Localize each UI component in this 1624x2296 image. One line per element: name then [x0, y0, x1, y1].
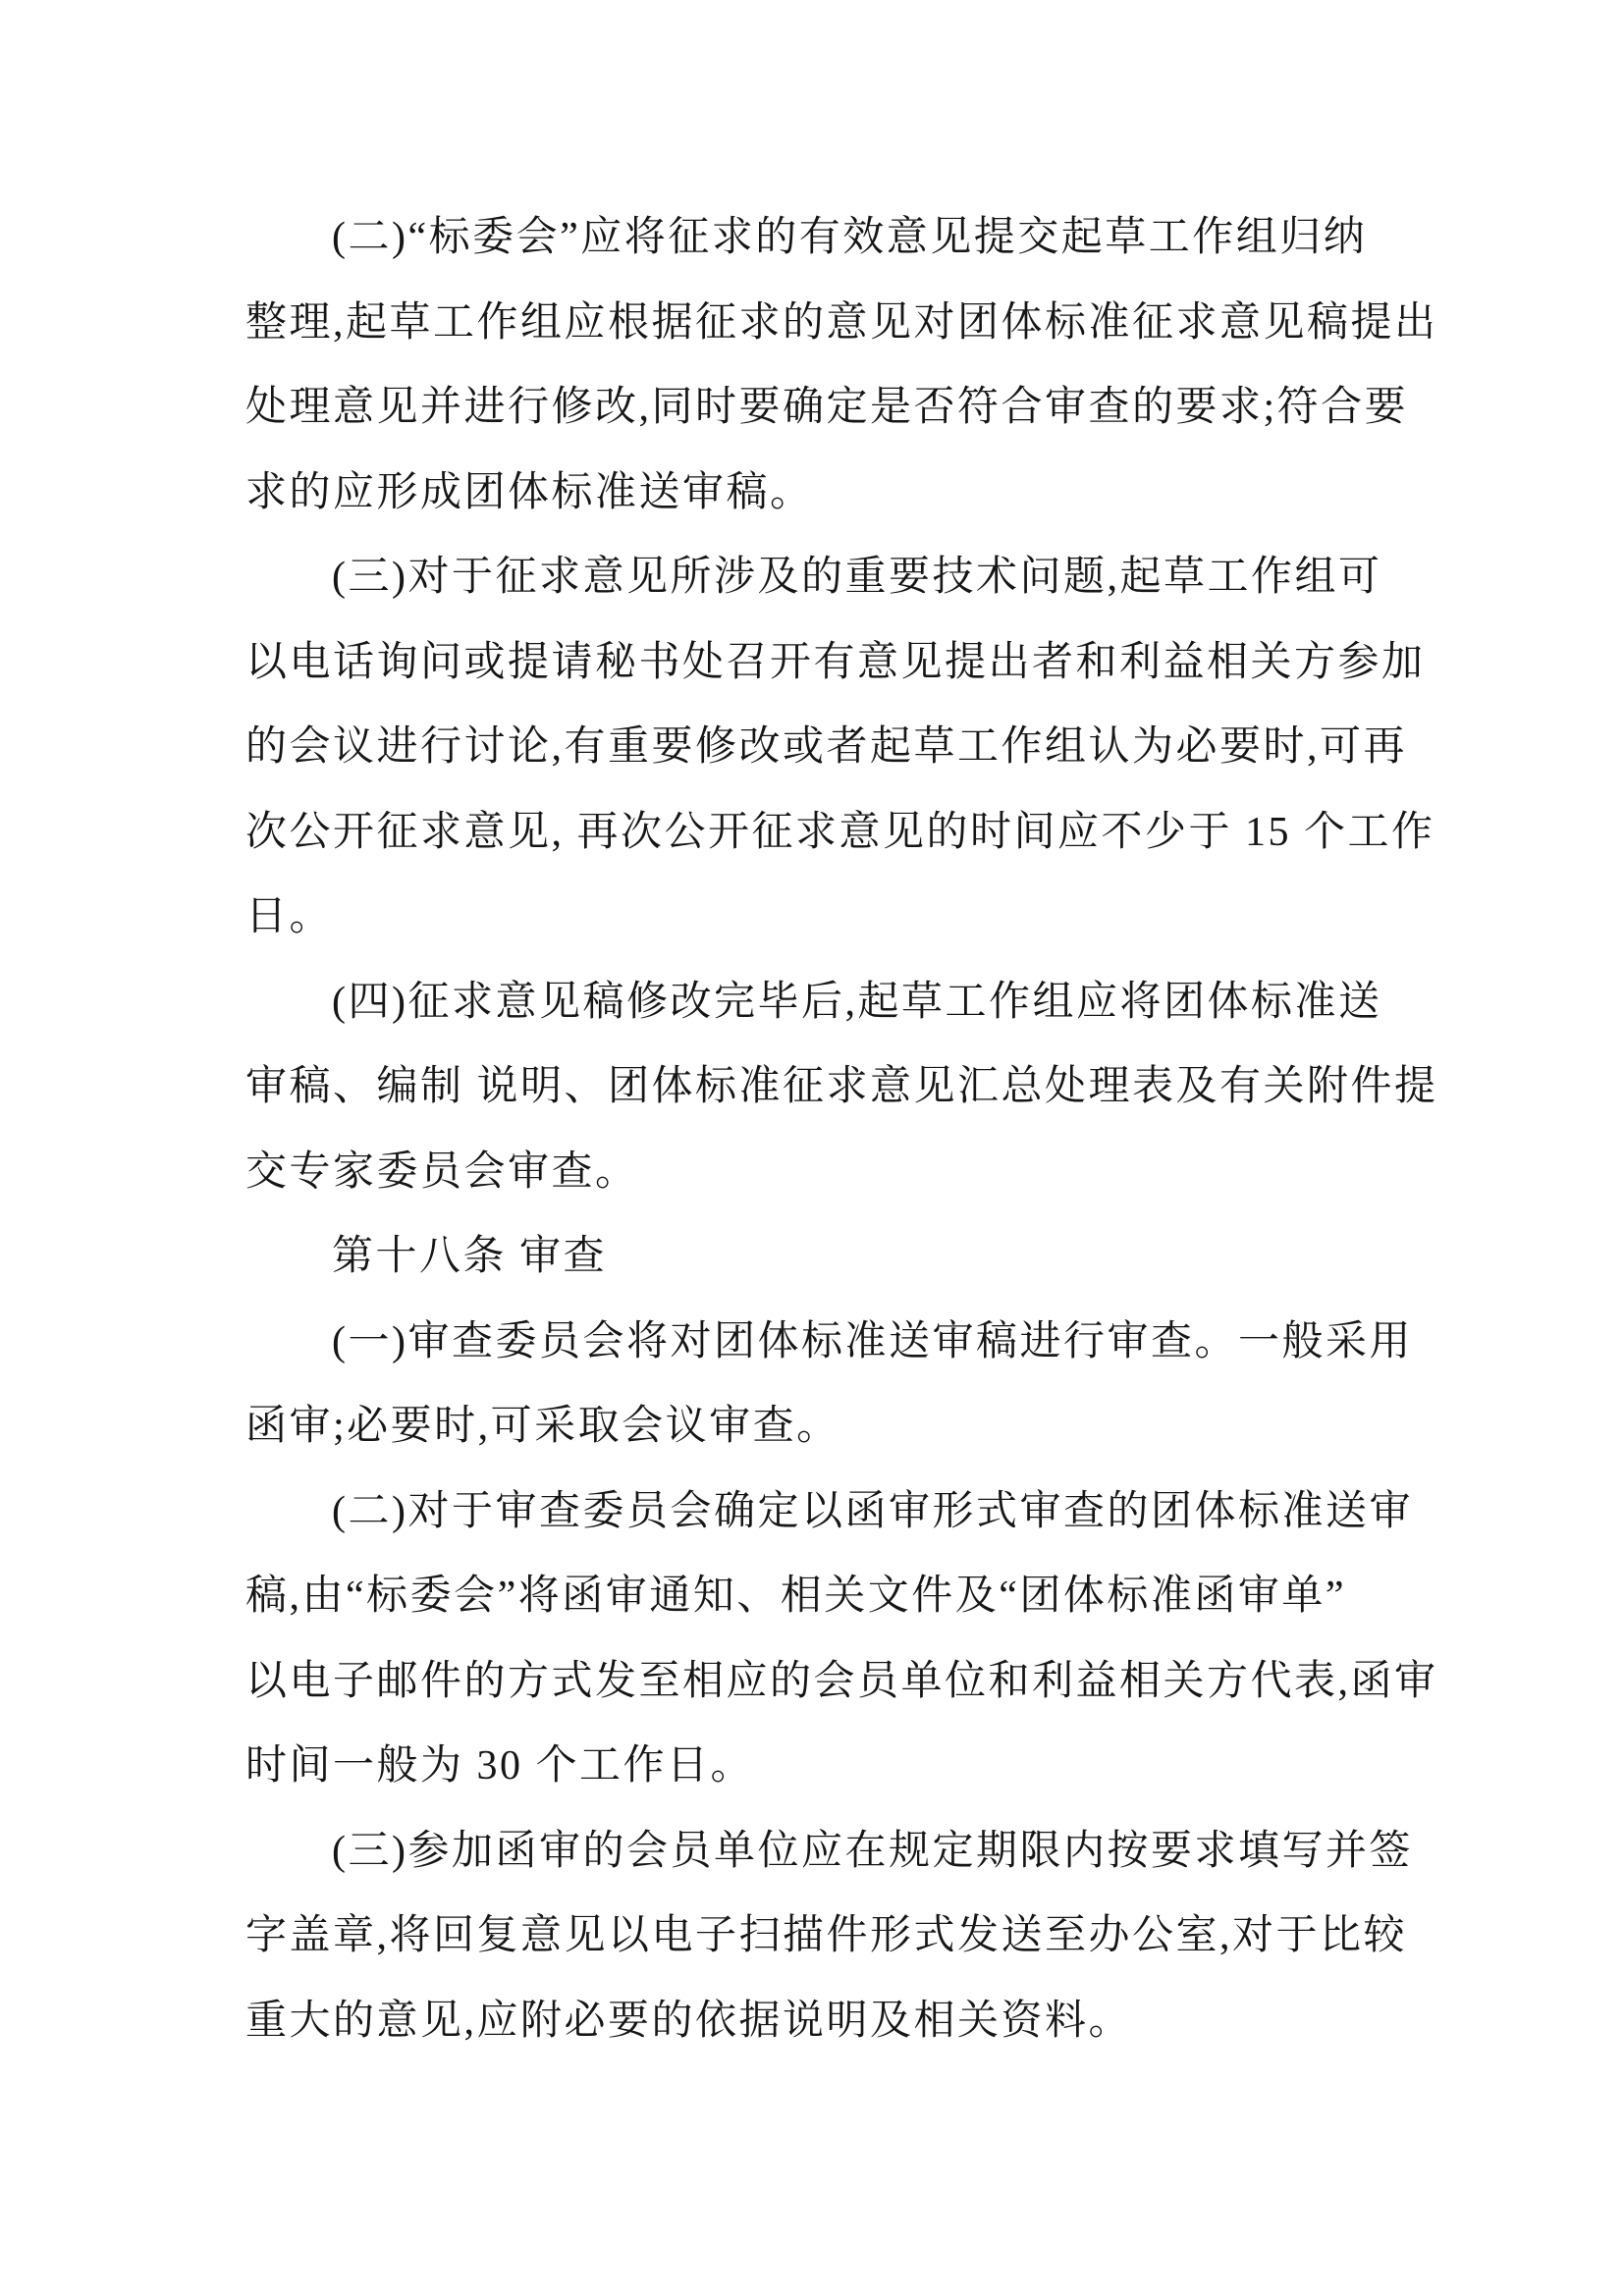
text-line: 重大的意见,应附必要的依据说明及相关资料。	[245, 1998, 1133, 2044]
text-line: (三)参加函审的会员单位应在规定期限内按要求填写并签	[332, 1828, 1413, 1874]
text-line: 整理,起草工作组应根据征求的意见对团体标准征求意见稿提出	[245, 299, 1438, 346]
text-line: 字盖章,将回复意见以电子扫描件形式发送至办公室,对于比较	[245, 1913, 1408, 1958]
text-line: 函审;必要时,可采取会议审查。	[245, 1404, 840, 1449]
text-line: 的会议进行讨论,有重要修改或者起草工作组认为必要时,可再	[245, 724, 1408, 770]
text-line: 以电话询问或提请秘书处召开有意见提出者和利益相关方参加	[245, 639, 1426, 685]
text-line: 稿,由“标委会”将函审通知、相关文件及“团体标准函审单”	[245, 1574, 1347, 1619]
text-line: 以电子邮件的方式发至相应的会员单位和利益相关方代表,函审	[245, 1658, 1438, 1704]
text-line: 次公开征求意见, 再次公开征求意见的时间应不少于 15 个工作	[245, 809, 1435, 855]
text-line: (一)审查委员会将对团体标准送审稿进行审查。一般采用	[332, 1318, 1413, 1364]
text-line: 求的应形成团体标准送审稿。	[245, 469, 814, 515]
text-line: 交专家委员会审查。	[245, 1148, 639, 1195]
text-line: (二)对于审查委员会确定以函审形式审查的团体标准送审	[332, 1488, 1413, 1534]
text-line: 审稿、编制 说明、团体标准征求意见汇总处理表及有关附件提	[245, 1064, 1438, 1109]
document-text-block	[245, 195, 1463, 2063]
text-line: (四)征求意见稿修改完毕后,起草工作组应将团体标准送	[332, 979, 1382, 1025]
text-line: 处理意见并进行修改,同时要确定是否符合审查的要求;符合要	[245, 385, 1409, 430]
text-line: (三)对于征求意见所涉及的重要技术问题,起草工作组可	[332, 555, 1382, 600]
text-line: (二)“标委会”应将征求的有效意见提交起草工作组归纳	[332, 215, 1368, 260]
text-line: 第十八条 审查	[332, 1234, 608, 1279]
text-line: 日。	[245, 894, 334, 939]
text-line: 时间一般为 30 个工作日。	[245, 1743, 755, 1789]
